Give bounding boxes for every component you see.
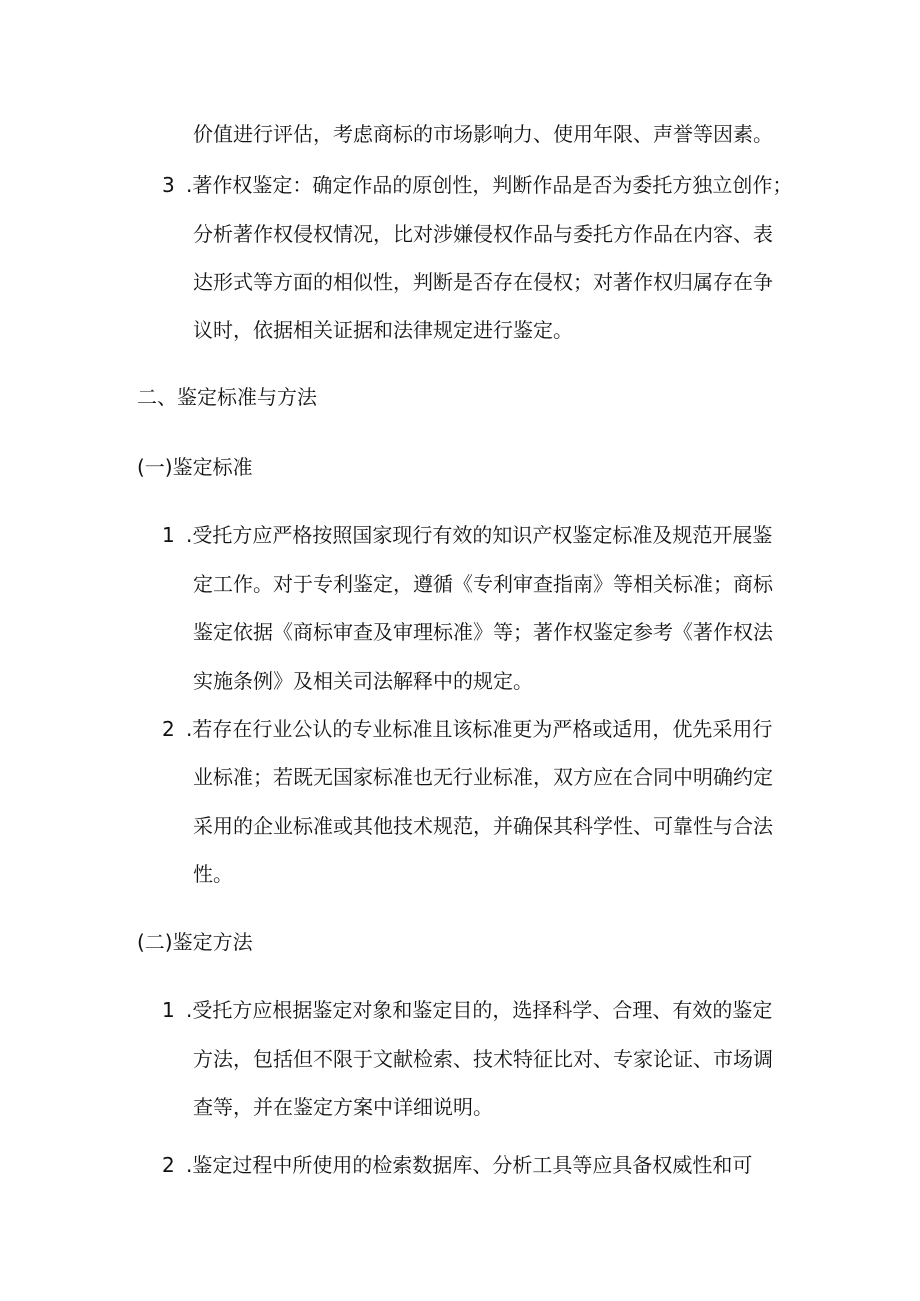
paragraph-line: 查等，并在鉴定方案中详细说明。 (193, 1095, 493, 1119)
section-heading: 二、鉴定标准与方法 (137, 385, 317, 409)
subsection-heading: (一)鉴定标准 (137, 455, 253, 479)
list-number: 2 (162, 717, 175, 741)
paragraph-line: .若存在行业公认的专业标准且该标准更为严格或适用，优先采用行 (186, 717, 773, 741)
paragraph-line: 采用的企业标准或其他技术规范，并确保其科学性、可靠性与合法 (193, 814, 773, 838)
paragraph-line: .著作权鉴定：确定作品的原创性，判断作品是否为委托方独立创作； (186, 173, 793, 197)
list-number: 3 (162, 173, 175, 197)
paragraph-line: 鉴定依据《商标审查及审理标准》等；著作权鉴定参考《著作权法 (193, 620, 773, 644)
subsection-heading: (二)鉴定方法 (137, 930, 253, 954)
paragraph-line: 分析著作权侵权情况，比对涉嫌侵权作品与委托方作品在内容、表 (193, 222, 773, 246)
paragraph-line: 达形式等方面的相似性，判断是否存在侵权；对著作权归属存在争 (193, 270, 773, 294)
paragraph-line: 方法，包括但不限于文献检索、技术特征比对、专家论证、市场调 (193, 1047, 773, 1071)
paragraph-line: 议时，依据相关证据和法律规定进行鉴定。 (193, 318, 573, 342)
paragraph-line: 业标准；若既无国家标准也无行业标准，双方应在合同中明确约定 (193, 765, 773, 789)
list-number: 1 (162, 998, 175, 1022)
paragraph-line: .受托方应根据鉴定对象和鉴定目的，选择科学、合理、有效的鉴定 (186, 998, 773, 1022)
paragraph-line: .鉴定过程中所使用的检索数据库、分析工具等应具备权威性和可 (186, 1153, 753, 1177)
paragraph-line: 价值进行评估，考虑商标的市场影响力、使用年限、声誉等因素。 (193, 122, 773, 146)
paragraph-line: .受托方应严格按照国家现行有效的知识产权鉴定标准及规范开展鉴 (186, 523, 773, 547)
paragraph-line: 定工作。对于专利鉴定，遵循《专利审查指南》等相关标准；商标 (193, 572, 773, 596)
paragraph-line: 性。 (193, 862, 233, 886)
list-number: 2 (162, 1153, 175, 1177)
list-number: 1 (162, 523, 175, 547)
paragraph-line: 实施条例》及相关司法解释中的规定。 (193, 669, 533, 693)
